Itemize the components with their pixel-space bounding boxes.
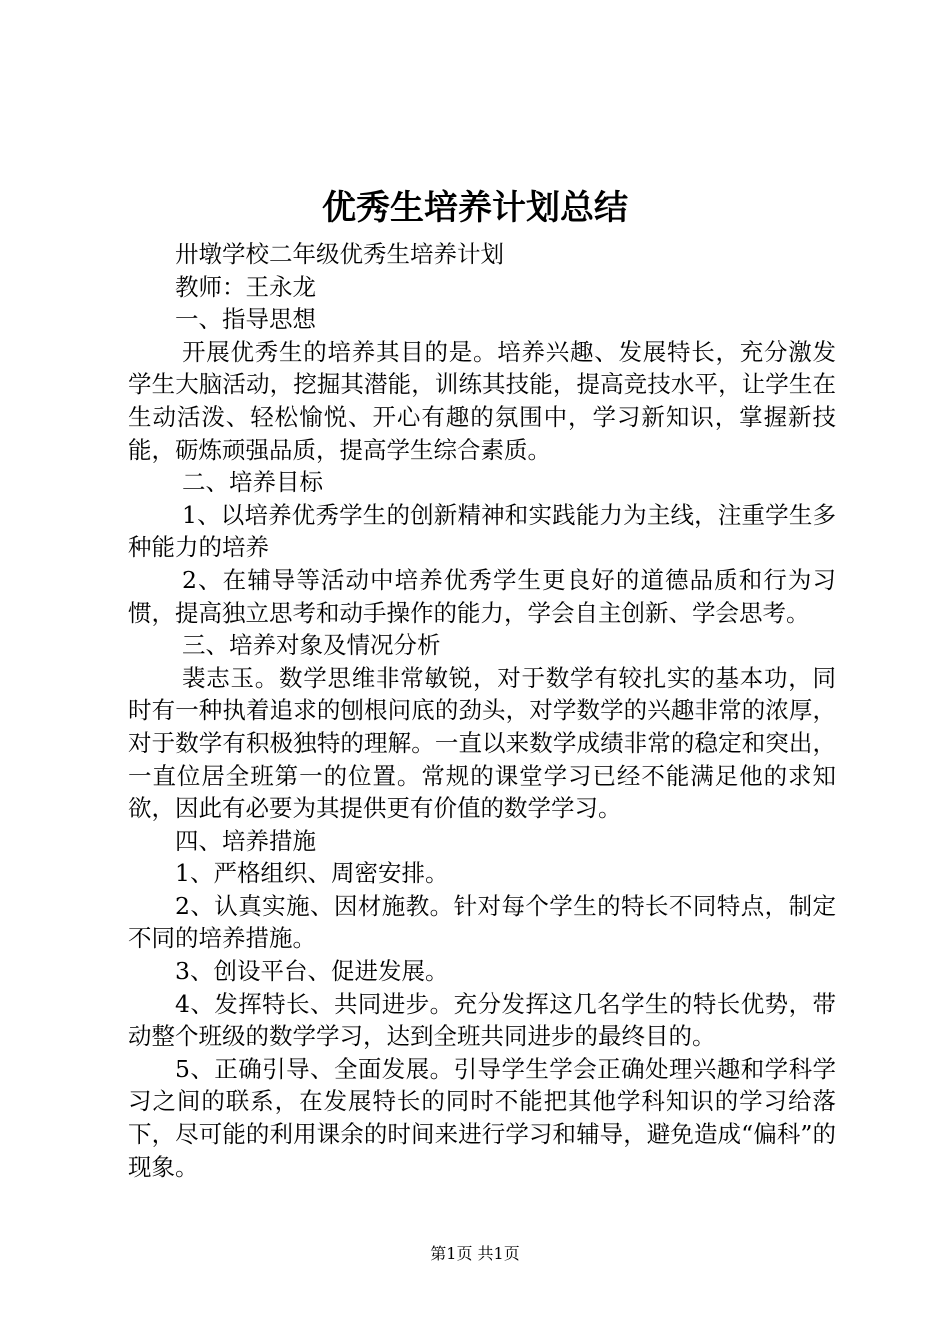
paragraph-measure-2: 2、认真实施、因材施教。针对每个学生的特长不同特点，制定不同的培养措施。 [128, 891, 836, 953]
page-footer: 第1页 共1页 [430, 1244, 520, 1263]
paragraph-school-plan: 卅墩学校二年级优秀生培养计划 [175, 240, 504, 268]
heading-training-measures: 四、培养措施 [175, 826, 316, 855]
paragraph-measure-1: 1、严格组织、周密安排。 [175, 859, 449, 888]
paragraph-teacher: 教师：王永龙 [175, 272, 316, 301]
document-body [128, 238, 836, 1183]
heading-guiding-thought: 一、指导思想 [175, 305, 316, 334]
paragraph-subject-analysis: 裴志玉。数学思维非常敏锐，对于数学有较扎实的基本功，同时有一种执着追求的刨根问底的劲头，对学数学的兴趣非常的浓厚，对于数学有积极独特的理解。一直以来数学成绩非常的稳定和突出，一直位居全班第一的位置。常规的课堂学习已经不能满足他的求知欲，因此有必要为其提供更有价值的数学学习。 [128, 663, 836, 823]
heading-training-goals: 二、培养目标 [182, 468, 323, 497]
paragraph-goal-2: 2、在辅导等活动中培养优秀学生更良好的道德品质和行为习惯，提高独立思考和动手操作的能力，学会自主创新、学会思考。 [128, 565, 836, 627]
document-title: 优秀生培养计划总结 [322, 188, 628, 228]
paragraph-measure-3: 3、创设平台、促进发展。 [175, 957, 449, 986]
paragraph-goal-1: 1、以培养优秀学生的创新精神和实践能力为主线，注重学生多种能力的培养 [128, 500, 836, 562]
paragraph-guiding-thought: 开展优秀生的培养其目的是。培养兴趣、发展特长，充分激发学生大脑活动，挖掘其潜能，训练其技能，提高竞技水平，让学生在生动活泼、轻松愉悦、开心有趣的氛围中，学习新知识，掌握新技能，砺炼顽强品质，提高学生综合素质。 [128, 337, 836, 464]
heading-training-subject: 三、培养对象及情况分析 [182, 631, 441, 660]
paragraph-measure-4: 4、发挥特长、共同进步。充分发挥这几名学生的特长优势，带动整个班级的数学学习，达到全班共同进步的最终目的。 [128, 989, 836, 1051]
paragraph-measure-5: 5、正确引导、全面发展。引导学生学会正确处理兴趣和学科学习之间的联系，在发展特长的同时不能把其他学科知识的学习给落下，尽可能的利用课余的时间来进行学习和辅导，避免造成“偏科”的现象。 [128, 1054, 836, 1181]
